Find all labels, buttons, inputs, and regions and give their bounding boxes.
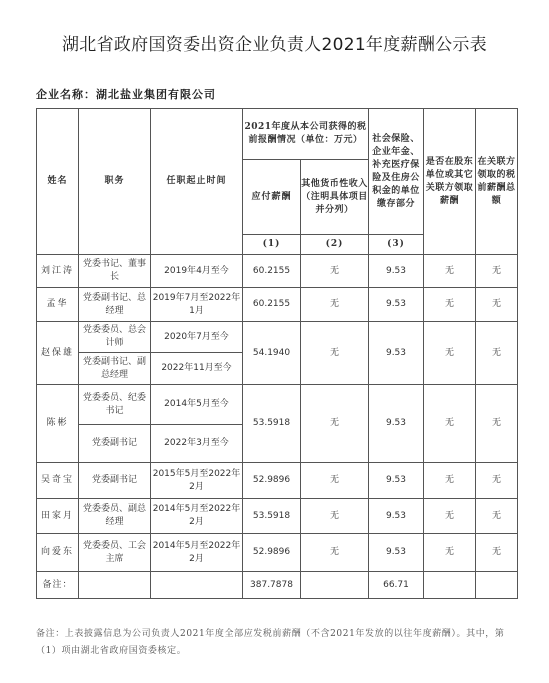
header-related-flag: 是否在股东单位或其它关联方领取薪酬: [424, 109, 476, 255]
header-col3: (3): [369, 235, 424, 255]
cell-other: 无: [301, 385, 369, 463]
table-row: [37, 255, 518, 288]
cell-term-2: 2022年3月至今: [151, 425, 243, 463]
cell-social-total: 66.71: [369, 572, 424, 599]
cell-empty: [424, 572, 476, 599]
cell-total: 无: [476, 288, 518, 322]
cell-total: 无: [476, 463, 518, 499]
cell-empty: [476, 572, 518, 599]
cell-term-2: 2022年11月至今: [151, 353, 243, 385]
cell-remark-label: 备注：: [37, 572, 79, 599]
cell-other: 无: [301, 463, 369, 499]
cell-payable: 60.2155: [243, 288, 301, 322]
cell-total: 无: [476, 534, 518, 572]
cell-social: 9.53: [369, 255, 424, 288]
cell-payable: 53.5918: [243, 499, 301, 534]
cell-position-2: 党委副书记、副总经理: [79, 353, 151, 385]
cell-position: 党委委员、副总经理: [79, 499, 151, 534]
header-other-income: 其他货币性收入（注明具体项目并分列）: [301, 160, 369, 235]
header-position: 职务: [79, 109, 151, 255]
table-row: [37, 499, 518, 534]
cell-other: 无: [301, 534, 369, 572]
cell-term: 2014年5月至2022年2月: [151, 499, 243, 534]
cell-name: 陈彬: [37, 385, 79, 463]
header-col1: (1): [243, 235, 301, 255]
table-row: [37, 288, 518, 322]
header-term: 任职起止时间: [151, 109, 243, 255]
cell-payable-total: 387.7878: [243, 572, 301, 599]
totals-row: [37, 572, 518, 599]
cell-flag: 无: [424, 385, 476, 463]
cell-flag: 无: [424, 534, 476, 572]
header-pay-group: 2021年度从本公司获得的税前报酬情况（单位：万元）: [243, 109, 369, 160]
header-col2: (2): [301, 235, 369, 255]
cell-payable: 52.9896: [243, 534, 301, 572]
cell-total: 无: [476, 385, 518, 463]
cell-name: 向爱东: [37, 534, 79, 572]
company-name: 企业名称：湖北盐业集团有限公司: [36, 88, 216, 101]
table-row: [37, 463, 518, 499]
cell-name: 孟华: [37, 288, 79, 322]
cell-other: 无: [301, 255, 369, 288]
header-payable: 应付薪酬: [243, 160, 301, 235]
cell-social: 9.53: [369, 499, 424, 534]
cell-name: 田家月: [37, 499, 79, 534]
cell-flag: 无: [424, 288, 476, 322]
header-related-total: 在关联方领取的税前薪酬总额: [476, 109, 518, 255]
cell-social: 9.53: [369, 322, 424, 385]
cell-total: 无: [476, 322, 518, 385]
cell-term: 2019年4月至今: [151, 255, 243, 288]
header-name: 姓名: [37, 109, 79, 255]
cell-empty: [79, 572, 151, 599]
table-row: [37, 385, 518, 425]
cell-name: 刘江涛: [37, 255, 79, 288]
cell-position-2: 党委副书记: [79, 425, 151, 463]
cell-empty: [151, 572, 243, 599]
cell-position: 党委委员、纪委书记: [79, 385, 151, 425]
cell-social: 9.53: [369, 288, 424, 322]
cell-flag: 无: [424, 255, 476, 288]
cell-other: 无: [301, 499, 369, 534]
footnote: 备注：上表披露信息为公司负责人2021年度全部应发税前薪酬（不含2021年发放的以往年度薪酬）。其中，第（1）项由湖北省政府国资委核定。: [36, 629, 505, 656]
cell-flag: 无: [424, 499, 476, 534]
cell-other: 无: [301, 322, 369, 385]
salary-table: [36, 108, 518, 599]
cell-position: 党委副书记、总经理: [79, 288, 151, 322]
cell-term: 2014年5月至今: [151, 385, 243, 425]
cell-payable: 60.2155: [243, 255, 301, 288]
cell-payable: 54.1940: [243, 322, 301, 385]
cell-social: 9.53: [369, 534, 424, 572]
cell-term: 2019年7月至2022年1月: [151, 288, 243, 322]
cell-empty: [301, 572, 369, 599]
cell-total: 无: [476, 255, 518, 288]
cell-social: 9.53: [369, 385, 424, 463]
cell-term: 2020年7月至今: [151, 322, 243, 353]
cell-flag: 无: [424, 463, 476, 499]
table-row: [37, 322, 518, 353]
cell-name: 赵保雄: [37, 322, 79, 385]
cell-name: 吴奇宝: [37, 463, 79, 499]
cell-position: 党委委员、总会计师: [79, 322, 151, 353]
cell-position: 党委书记、董事长: [79, 255, 151, 288]
page-title: 湖北省政府国资委出资企业负责人2021年度薪酬公示表: [61, 35, 488, 55]
cell-other: 无: [301, 288, 369, 322]
cell-flag: 无: [424, 322, 476, 385]
cell-position: 党委委员、工会主席: [79, 534, 151, 572]
cell-total: 无: [476, 499, 518, 534]
cell-term: 2015年5月至2022年2月: [151, 463, 243, 499]
header-social: 社会保险、企业年金、补充医疗保险及住房公积金的单位缴存部分: [369, 109, 424, 235]
cell-term: 2014年5月至2022年2月: [151, 534, 243, 572]
cell-social: 9.53: [369, 463, 424, 499]
cell-payable: 52.9896: [243, 463, 301, 499]
table-row: [37, 534, 518, 572]
cell-position: 党委副书记: [79, 463, 151, 499]
cell-payable: 53.5918: [243, 385, 301, 463]
